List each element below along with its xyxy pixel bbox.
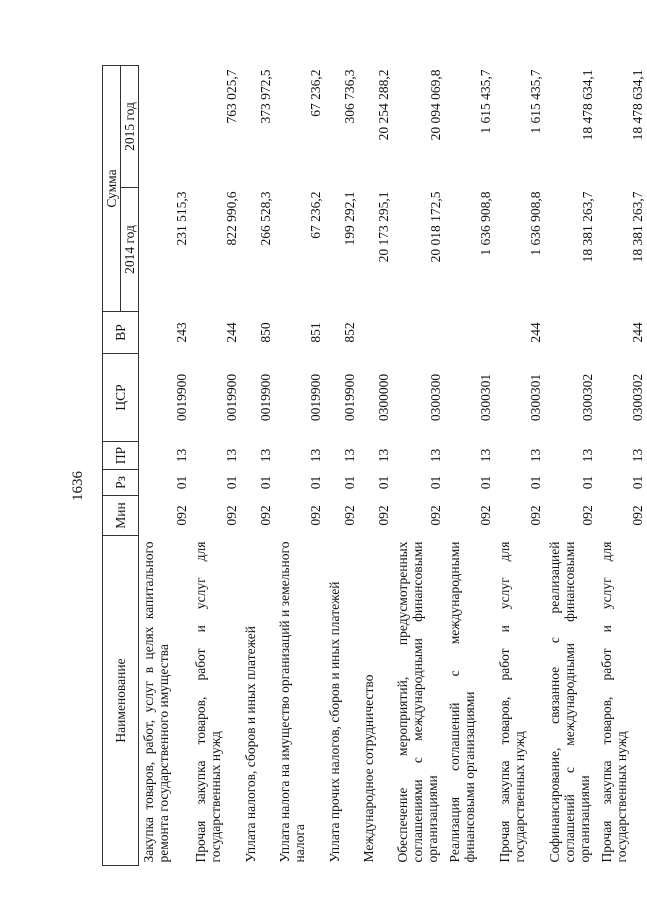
row-min: 092 [376,505,391,526]
row-min: 092 [630,505,645,526]
row-2014: 1 636 908,8 [528,191,543,256]
header-rz: Рз [103,470,139,496]
row-vr: 850 [258,322,273,343]
row-2014: 18 381 263,7 [630,191,645,263]
header-2015: 2015 год [121,65,139,187]
row-csr: 0300301 [478,373,493,422]
row-pr: 13 [342,448,357,463]
row-vr [359,312,393,354]
row-vr: 244 [224,322,239,343]
row-rz: 01 [630,475,645,490]
row-name: Софинансирование, связанное с реализацией соглашений с международными финансовыми организациями [547,541,592,863]
row-name: Обеспечение мероприятий, предусмотренных соглашениями с международными финансовыми организациями [395,541,440,863]
row-pr: 13 [174,448,189,463]
row-pr: 13 [528,448,543,463]
header-sum: Сумма [103,65,121,311]
row-name: Закупка товаров, работ, услуг в целях капитального ремонта государственного имущества [141,541,171,863]
row-name: Уплата налогов, сборов и иных платежей [243,626,258,863]
row-2015: 20 254 288,2 [376,69,391,141]
row-rz: 01 [428,475,443,490]
row-2015: 1 615 435,7 [478,69,493,134]
row-2015: 763 025,7 [224,69,239,124]
row-2015: 18 478 634,1 [580,69,595,141]
row-2014: 266 528,3 [258,191,273,246]
row-vr [445,312,495,354]
table-row [359,65,393,865]
row-2014: 20 018 172,5 [428,191,443,263]
row-csr: 0300302 [580,373,595,422]
row-pr: 13 [376,448,391,463]
budget-table [102,65,647,866]
header-min: Мин [103,496,139,536]
table-row [139,65,192,865]
table-row [275,65,325,865]
table-row [325,65,359,865]
row-vr: 851 [308,322,323,343]
table-body [139,65,647,865]
row-csr: 0300302 [630,373,645,422]
row-csr: 0300000 [376,373,391,422]
row-vr: 244 [630,322,645,343]
row-rz: 01 [224,475,239,490]
row-2015 [139,65,192,187]
table-row [545,65,597,865]
row-csr: 0300301 [528,373,543,422]
row-vr: 244 [528,322,543,343]
table-row [495,65,545,865]
row-name: Уплата налога на имущество организаций и земельного налога [277,541,307,863]
table-row [393,65,445,865]
row-pr: 13 [258,448,273,463]
row-csr: 0019900 [174,373,189,422]
row-csr: 0019900 [224,373,239,422]
row-2015: 306 736,3 [342,69,357,124]
table-row [191,65,241,865]
row-rz: 01 [580,475,595,490]
row-pr: 13 [478,448,493,463]
header-row-1 [103,65,121,865]
row-pr: 13 [580,448,595,463]
row-rz: 01 [308,475,323,490]
table-row [241,65,275,865]
row-min: 092 [224,505,239,526]
row-2015: 373 972,5 [258,69,273,124]
row-rz: 01 [376,475,391,490]
row-min: 092 [342,505,357,526]
row-2015: 67 236,2 [308,69,323,117]
row-rz: 01 [258,475,273,490]
row-2014: 199 292,1 [342,191,357,246]
row-csr: 0019900 [258,373,273,422]
row-2014: 67 236,2 [308,191,323,239]
row-2014: 822 990,6 [224,191,239,246]
row-name: Прочая закупка товаров, работ и услуг для государственных нужд [497,541,527,863]
row-pr: 13 [224,448,239,463]
page-number: 1636 [70,471,86,501]
row-vr: 852 [342,322,357,343]
row-pr: 13 [428,448,443,463]
row-name: Прочая закупка товаров, работ и услуг для государственных нужд [599,541,629,863]
header-pr: ПР [103,442,139,470]
row-min: 092 [478,505,493,526]
row-pr: 13 [630,448,645,463]
row-min: 092 [528,505,543,526]
row-min: 092 [308,505,323,526]
row-2015: 20 094 069,8 [428,69,443,141]
row-name: Международное сотрудничество [361,674,376,863]
header-csr: ЦСР [103,354,139,442]
table-row [445,65,495,865]
row-2015: 1 615 435,7 [528,69,543,134]
row-rz: 01 [528,475,543,490]
row-csr: 0019900 [308,373,323,422]
rotated-page [38,66,645,866]
row-csr: 0300300 [428,373,443,422]
row-vr: 243 [174,322,189,343]
row-2014: 1 636 908,8 [478,191,493,256]
table-row [597,65,647,865]
row-vr [393,312,445,354]
row-rz: 01 [174,475,189,490]
row-rz: 01 [342,475,357,490]
row-rz: 01 [478,475,493,490]
row-2014: 231 515,3 [174,191,189,246]
header-2014: 2014 год [121,188,139,312]
row-min: 092 [580,505,595,526]
header-name: Наименование [103,536,139,866]
row-name: Уплата прочих налогов, сборов и иных платежей [327,581,342,863]
row-2014: 18 381 263,7 [580,191,595,263]
row-min: 092 [258,505,273,526]
row-name: Прочая закупка товаров, работ и услуг для государственных нужд [193,541,223,863]
row-name: Реализация соглашений с международными финансовыми организациями [447,541,477,863]
header-vr: ВР [103,312,139,354]
row-vr [545,312,597,354]
row-pr: 13 [308,448,323,463]
row-csr: 0019900 [342,373,357,422]
row-2014: 20 173 295,1 [376,191,391,263]
row-min: 092 [428,505,443,526]
row-min: 092 [174,505,189,526]
row-2015: 18 478 634,1 [630,69,645,141]
